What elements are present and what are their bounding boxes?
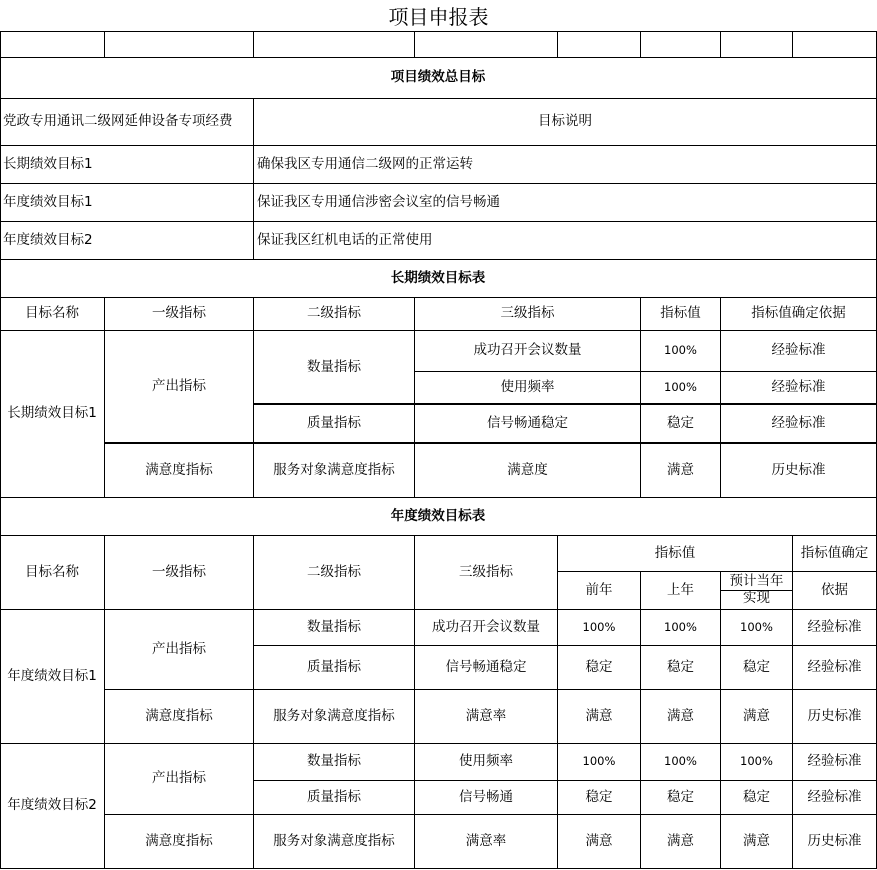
indicator-basis: 经验标准 bbox=[721, 372, 877, 405]
overall-goal-desc: 保证我区红机电话的正常使用 bbox=[254, 222, 877, 260]
col-header-value: 指标值 bbox=[641, 298, 721, 331]
level3-indicator: 满意率 bbox=[415, 690, 558, 744]
col-header-basis-bottom: 依据 bbox=[793, 572, 877, 610]
value-prev-year: 100% bbox=[558, 744, 641, 781]
empty-cell[interactable] bbox=[793, 31, 877, 58]
level2-quantity: 数量指标 bbox=[254, 331, 415, 405]
empty-cell[interactable] bbox=[254, 31, 415, 58]
level3-indicator: 使用频率 bbox=[415, 372, 641, 405]
overall-goal-name: 长期绩效目标1 bbox=[0, 146, 254, 184]
level3-indicator: 信号畅通稳定 bbox=[415, 405, 641, 444]
value-expected: 稳定 bbox=[721, 646, 793, 690]
col-header-basis: 指标值确定依据 bbox=[721, 298, 877, 331]
value-last-year: 稳定 bbox=[641, 781, 721, 815]
level1-output: 产出指标 bbox=[105, 744, 254, 815]
level3-indicator: 信号畅通稳定 bbox=[415, 646, 558, 690]
overall-goal-name: 年度绩效目标1 bbox=[0, 184, 254, 222]
col-header-level2: 二级指标 bbox=[254, 298, 415, 331]
level3-indicator: 满意率 bbox=[415, 815, 558, 869]
empty-cell[interactable] bbox=[415, 31, 558, 58]
level2-indicator: 数量指标 bbox=[254, 744, 415, 781]
annual-goal-name: 年度绩效目标2 bbox=[0, 744, 105, 869]
value-prev-year: 满意 bbox=[558, 815, 641, 869]
level2-indicator: 服务对象满意度指标 bbox=[254, 690, 415, 744]
indicator-value: 满意 bbox=[641, 444, 721, 498]
level1-satisfaction: 满意度指标 bbox=[105, 690, 254, 744]
goal-description-header: 目标说明 bbox=[254, 99, 877, 146]
level2-quality: 质量指标 bbox=[254, 405, 415, 444]
overall-goal-name: 年度绩效目标2 bbox=[0, 222, 254, 260]
empty-cell[interactable] bbox=[721, 31, 793, 58]
level1-satisfaction: 满意度指标 bbox=[105, 444, 254, 498]
thick-divider bbox=[105, 442, 877, 444]
col-header-expected-top: 预计当年 bbox=[721, 572, 793, 591]
indicator-basis: 经验标准 bbox=[721, 405, 877, 444]
sheet-title: 项目申报表 bbox=[388, 5, 489, 29]
indicator-basis: 经验标准 bbox=[721, 331, 877, 372]
value-last-year: 满意 bbox=[641, 815, 721, 869]
value-expected: 稳定 bbox=[721, 781, 793, 815]
longterm-goal-name: 长期绩效目标1 bbox=[0, 331, 105, 498]
level2-indicator: 质量指标 bbox=[254, 646, 415, 690]
level3-indicator: 使用频率 bbox=[415, 744, 558, 781]
value-last-year: 稳定 bbox=[641, 646, 721, 690]
col-header-level1: 一级指标 bbox=[105, 536, 254, 610]
level3-indicator: 成功召开会议数量 bbox=[415, 610, 558, 646]
col-header-last-year: 上年 bbox=[641, 572, 721, 610]
empty-cell[interactable] bbox=[558, 31, 641, 58]
level2-indicator: 质量指标 bbox=[254, 781, 415, 815]
value-prev-year: 满意 bbox=[558, 690, 641, 744]
level1-satisfaction: 满意度指标 bbox=[105, 815, 254, 869]
value-prev-year: 稳定 bbox=[558, 781, 641, 815]
col-header-expected-bottom: 实现 bbox=[721, 591, 793, 610]
col-header-prev-year: 前年 bbox=[558, 572, 641, 610]
level3-indicator: 满意度 bbox=[415, 444, 641, 498]
col-header-goal-name: 目标名称 bbox=[0, 536, 105, 610]
overall-goal-desc: 确保我区专用通信二级网的正常运转 bbox=[254, 146, 877, 184]
level1-output: 产出指标 bbox=[105, 331, 254, 444]
level2-indicator: 数量指标 bbox=[254, 610, 415, 646]
value-basis: 经验标准 bbox=[793, 610, 877, 646]
indicator-basis: 历史标准 bbox=[721, 444, 877, 498]
indicator-value: 100% bbox=[641, 372, 721, 405]
level3-indicator: 成功召开会议数量 bbox=[415, 331, 641, 372]
indicator-value: 稳定 bbox=[641, 405, 721, 444]
overall-goal-desc: 保证我区专用通信涉密会议室的信号畅通 bbox=[254, 184, 877, 222]
col-header-level3: 三级指标 bbox=[415, 536, 558, 610]
col-header-level2: 二级指标 bbox=[254, 536, 415, 610]
col-header-goal-name: 目标名称 bbox=[0, 298, 105, 331]
value-basis: 历史标准 bbox=[793, 690, 877, 744]
value-last-year: 100% bbox=[641, 744, 721, 781]
value-prev-year: 稳定 bbox=[558, 646, 641, 690]
value-expected: 100% bbox=[721, 744, 793, 781]
empty-cell[interactable] bbox=[0, 31, 105, 58]
col-header-level3: 三级指标 bbox=[415, 298, 641, 331]
empty-cell[interactable] bbox=[641, 31, 721, 58]
level1-output: 产出指标 bbox=[105, 610, 254, 690]
value-basis: 经验标准 bbox=[793, 744, 877, 781]
level3-indicator: 信号畅通 bbox=[415, 781, 558, 815]
col-header-level1: 一级指标 bbox=[105, 298, 254, 331]
level2-service: 服务对象满意度指标 bbox=[254, 444, 415, 498]
empty-cell[interactable] bbox=[105, 31, 254, 58]
annual-goal-name: 年度绩效目标1 bbox=[0, 610, 105, 744]
value-expected: 满意 bbox=[721, 690, 793, 744]
value-last-year: 100% bbox=[641, 610, 721, 646]
longterm-table-header: 长期绩效目标表 bbox=[0, 260, 877, 298]
value-last-year: 满意 bbox=[641, 690, 721, 744]
level2-indicator: 服务对象满意度指标 bbox=[254, 815, 415, 869]
value-prev-year: 100% bbox=[558, 610, 641, 646]
value-basis: 经验标准 bbox=[793, 646, 877, 690]
annual-table-header: 年度绩效目标表 bbox=[0, 498, 877, 536]
value-basis: 经验标准 bbox=[793, 781, 877, 815]
value-basis: 历史标准 bbox=[793, 815, 877, 869]
value-expected: 100% bbox=[721, 610, 793, 646]
col-header-basis-top: 指标值确定 bbox=[793, 536, 877, 572]
overall-goal-header: 项目绩效总目标 bbox=[0, 58, 877, 99]
value-expected: 满意 bbox=[721, 815, 793, 869]
indicator-value: 100% bbox=[641, 331, 721, 372]
thick-divider bbox=[254, 403, 877, 405]
project-name: 党政专用通讯二级网延伸设备专项经费 bbox=[0, 99, 254, 146]
col-header-value: 指标值 bbox=[558, 536, 793, 572]
